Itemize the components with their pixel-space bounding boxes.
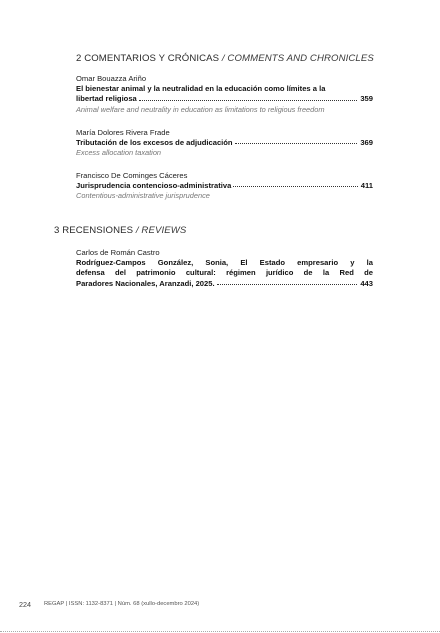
entry-title-line: El bienestar animal y la neutralidad en la educación como límites a la [76,84,326,93]
entry-author: Carlos de Román Castro [76,248,160,257]
entry-author: María Dolores Rivera Frade [76,128,170,137]
entry-title-row [76,181,373,191]
entry-author: Francisco De Cominges Cáceres [76,171,188,180]
leader-dots [233,185,357,187]
entry-page-number: 443 [360,278,373,288]
entry-page-number: 359 [360,94,373,104]
toc-entry[interactable] [76,128,373,158]
toc-entry[interactable] [76,248,373,289]
entry-title-line: Jurisprudencia contencioso-administrativa [76,181,232,190]
entry-author: Omar Bouazza Ariño [76,74,147,83]
section-heading-es: 3 RECENSIONES [54,225,134,236]
leader-dots [235,142,358,144]
entry-title-row [76,94,373,104]
section-heading-en: / COMMENTS AND CHRONICLES [221,53,374,64]
bottom-divider [0,631,440,632]
section-heading-es: 2 COMENTARIOS Y CRÓNICAS [76,53,220,64]
entry-subtitle: Excess allocation taxation [76,148,162,158]
leader-dots [139,99,358,101]
page-number: 224 [19,600,31,609]
entry-title-line: defensa del patrimonio cultural: régimen jurídico de la Red de [76,268,373,278]
entry-subtitle: Animal welfare and neutrality in education as limitations to religious freedom [76,104,325,114]
entry-title-line: Tributación de los excesos de adjudicación [76,138,233,147]
entry-title-line: Rodríguez-Campos González, Sonia, El Estado empresario y la [76,258,373,267]
toc-entry[interactable] [76,171,373,201]
entry-subtitle: Contentious-administrative jurisprudence [76,191,210,201]
entry-title-row [76,279,373,289]
journal-footer: REGAP | ISSN: 1132-8371 | Núm. 68 (xullo-decembro 2024) [44,601,200,607]
entry-page-number: 411 [360,181,373,190]
section-heading-reviews [54,225,186,236]
section-heading-en: / REVIEWS [135,225,187,236]
section-heading-comments [76,53,374,64]
entry-page-number: 369 [360,138,373,147]
leader-dots [217,283,358,285]
toc-entry[interactable] [76,74,373,115]
entry-title-line: Paradores Nacionales, Aranzadi, 2025. [76,278,215,288]
entry-title-row [76,138,373,148]
entry-title-line: libertad religiosa [76,94,137,104]
